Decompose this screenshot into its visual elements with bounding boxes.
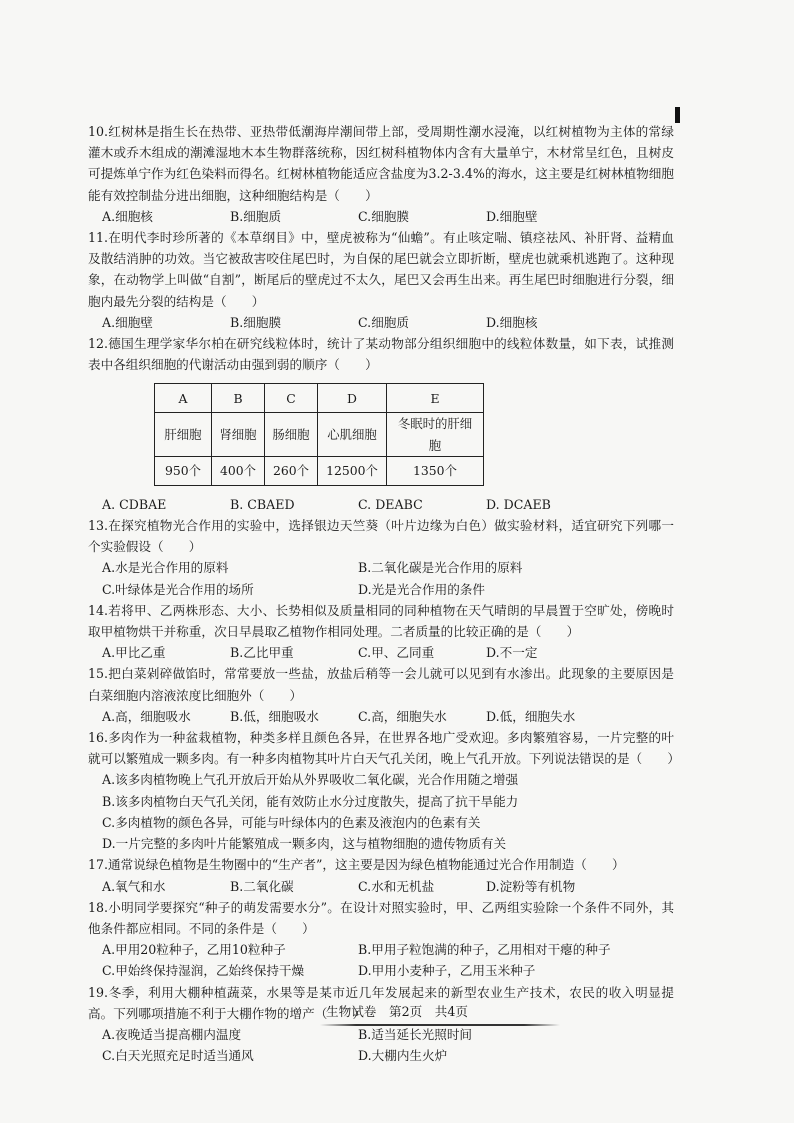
mitochondria-table [154,383,484,485]
option-a: A.甲比乙重 [102,645,166,661]
question-stem: 14.若将甲、乙两株形态、大小、长势相似及质量相同的同种植物在天气晴朗的早晨置于空旷处，傍晚时取甲植物烘干并称重，次日早晨取乙植物作相同处理。二者质量的比较正确的是（ ） [88,602,674,640]
question-12 [88,333,674,515]
option-b: B.二氧化碳 [230,878,294,894]
options-grid [88,939,674,981]
table-cell: 1350个 [387,456,484,485]
options-grid [88,1024,674,1066]
table-cell: D [318,384,387,413]
option-c: C.甲、乙同重 [358,645,435,661]
question-stem: 17.通常说绿色植物是生物圈中的“生产者”，这主要是因为绿色植物能通过光合作用制造（ ） [88,857,625,873]
option-a: A.甲用20粒种子，乙用10粒种子 [102,942,286,958]
question-10 [88,121,674,227]
options-row [88,642,674,663]
options-row [88,206,674,227]
option-a: A. CDBAE [102,496,167,512]
question-14 [88,600,674,664]
table-cell: 心肌细胞 [318,413,387,456]
option-c: C.细胞质 [358,314,409,330]
option-c: C. DEABC [358,496,423,512]
table-row-counts [155,456,484,485]
option-d: D.光是光合作用的条件 [358,581,485,597]
option-d: D.甲用小麦种子，乙用玉米种子 [358,963,536,979]
options-column [88,769,674,854]
options-row [88,706,674,727]
question-15 [88,663,674,727]
table-cell: 冬眠时的肝细胞 [387,413,484,456]
option-c: C.水和无机盐 [358,878,435,894]
option-a: A.夜晚适当提高棚内温度 [102,1026,242,1042]
option-d: D. DCAEB [486,496,551,512]
option-b: B.二氧化碳是光合作用的原料 [358,560,523,576]
table-cell: A [155,384,212,413]
option-d: D.淀粉等有机物 [486,878,576,894]
option-a: A.细胞核 [102,208,153,224]
question-17 [88,854,674,896]
question-stem: 16.多肉作为一种盆栽植物，种类多样且颜色各异，在世界各地广受欢迎。多肉繁殖容易，一片完整的叶就可以繁殖成一颗多肉。有一种多肉植物其叶片白天气孔关闭，晚上气孔开放。下列说法错误的是（ ） [88,730,680,767]
question-11 [88,227,674,333]
option-a: A.水是光合作用的原料 [102,560,229,576]
option-c: C.叶绿体是光合作用的场所 [102,581,254,597]
table-row-letters [155,384,484,413]
option-b: B.低，细胞吸水 [230,708,319,724]
option-b: B.细胞膜 [230,314,282,330]
table-cell: B [212,384,265,413]
option-b: B.乙比甲重 [230,645,294,661]
table-cell: 950个 [155,456,212,485]
question-stem: 15.把白菜剁碎做馅时，常常要放一些盐，放盐后稍等一会儿就可以见到有水渗出。此现象的主要原因是白菜细胞内溶液浓度比细胞外（ ） [88,666,674,703]
option-a: A.该多肉植物晚上气孔开放后开始从外界吸收二氧化碳，光合作用随之增强 [102,772,519,788]
question-list [88,121,680,1066]
table-cell: E [387,384,484,413]
option-d: D.大棚内生火炉 [358,1048,448,1064]
scan-edge-mark [675,107,680,123]
table-row-cells [155,413,484,456]
option-c: C.高，细胞失水 [358,708,447,724]
question-18 [88,897,674,982]
option-b: B. CBAED [230,496,295,512]
table-cell: C [265,384,318,413]
options-row [88,494,674,515]
options-row [88,876,674,897]
option-b: B.细胞质 [230,208,282,224]
question-stem: 13.在探究植物光合作用的实验中，选择银边天竺葵（叶片边缘为白色）做实验材料，适宜研究下列哪一个实验假设（ ） [88,518,674,555]
options-row [88,312,674,333]
question-13 [88,515,674,600]
option-a: A.氧气和水 [102,878,166,894]
option-d: D.细胞壁 [486,208,538,224]
question-stem: 12.德国生理学家华尔柏在研究线粒体时，统计了某动物部分组织细胞中的线粒体数量，如下表，试推测表中各组织细胞的代谢活动由强到弱的顺序（ ） [88,336,674,373]
option-d: D.低，细胞失水 [486,708,576,724]
option-c: C.细胞膜 [358,208,409,224]
question-stem: 19.冬季，利用大棚种植蔬菜，水果等是某市近几年发展起来的新型农业生产技术，农民的收入明显提高。下列哪项措施不利于大棚作物的增产（ ） [88,984,674,1021]
table-cell: 260个 [265,456,318,485]
option-b: B.甲用子粒饱满的种子，乙用相对干瘪的种子 [358,942,611,958]
option-b: B.适当延长光照时间 [358,1026,473,1042]
question-16 [88,727,680,854]
question-stem: 18.小明同学要探究“种子的萌发需要水分”。在设计对照实验时，甲、乙两组实验除一个条件不同外，其他条件都应相同。不同的条件是（ ） [88,899,674,936]
question-stem: 11.在明代李时珍所著的《本草纲目》中，壁虎被称为“仙蟾”。有止咳定喘、镇痉祛风、补肝肾、益精血及散结消肿的功效。当它被敌害咬住尾巴时，为自保的尾巴就会立即折断，壁虎也就乘机逃跑了。这种现象，在动物学上叫做“自割”，断尾后的壁虎过不太久，尾巴又会再生出来。再生尾巴时细胞进行分裂，细胞内最先分裂的结构是（ ） [88,230,674,309]
option-a: A.细胞壁 [102,314,153,330]
table-cell: 肝细胞 [155,413,212,456]
table-cell: 400个 [212,456,265,485]
option-c: C.甲始终保持湿润，乙始终保持干燥 [102,963,305,979]
page-footer: 生物试卷 第2页 共4页 [326,1004,468,1019]
table-cell: 肾细胞 [212,413,265,456]
question-stem: 10.红树林是指生长在热带、亚热带低潮海岸潮间带上部，受周期性潮水浸淹，以红树植物为主体的常绿灌木或乔木组成的潮滩湿地木本生物群落统称，因红树科植物体内含有大量单宁，木材常呈红色，且树皮可提炼单宁作为红色染料而得名。红树林植物能适应含盐度为3.2-3.4%的海水，这主要是红树林植物细胞能有效控制盐分进出细胞，这种细胞结构是（ ） [88,124,674,203]
option-d: D.细胞核 [486,314,538,330]
option-c: C.白天光照充足时适当通风 [102,1048,254,1064]
option-d: D.一片完整的多肉叶片能繁殖成一颗多肉，这与植物细胞的遗传物质有关 [102,836,507,852]
option-b: B.该多肉植物白天气孔关闭，能有效防止水分过度散失，提高了抗干旱能力 [102,793,519,809]
footer-divider [320,1024,560,1026]
table-cell: 肠细胞 [265,413,318,456]
option-c: C.多肉植物的颜色各异，可能与叶绿体内的色素及液泡内的色素有关 [102,814,481,830]
option-d: D.不一定 [486,645,538,661]
options-grid [88,557,674,599]
option-a: A.高，细胞吸水 [102,708,191,724]
table-cell: 12500个 [318,456,387,485]
